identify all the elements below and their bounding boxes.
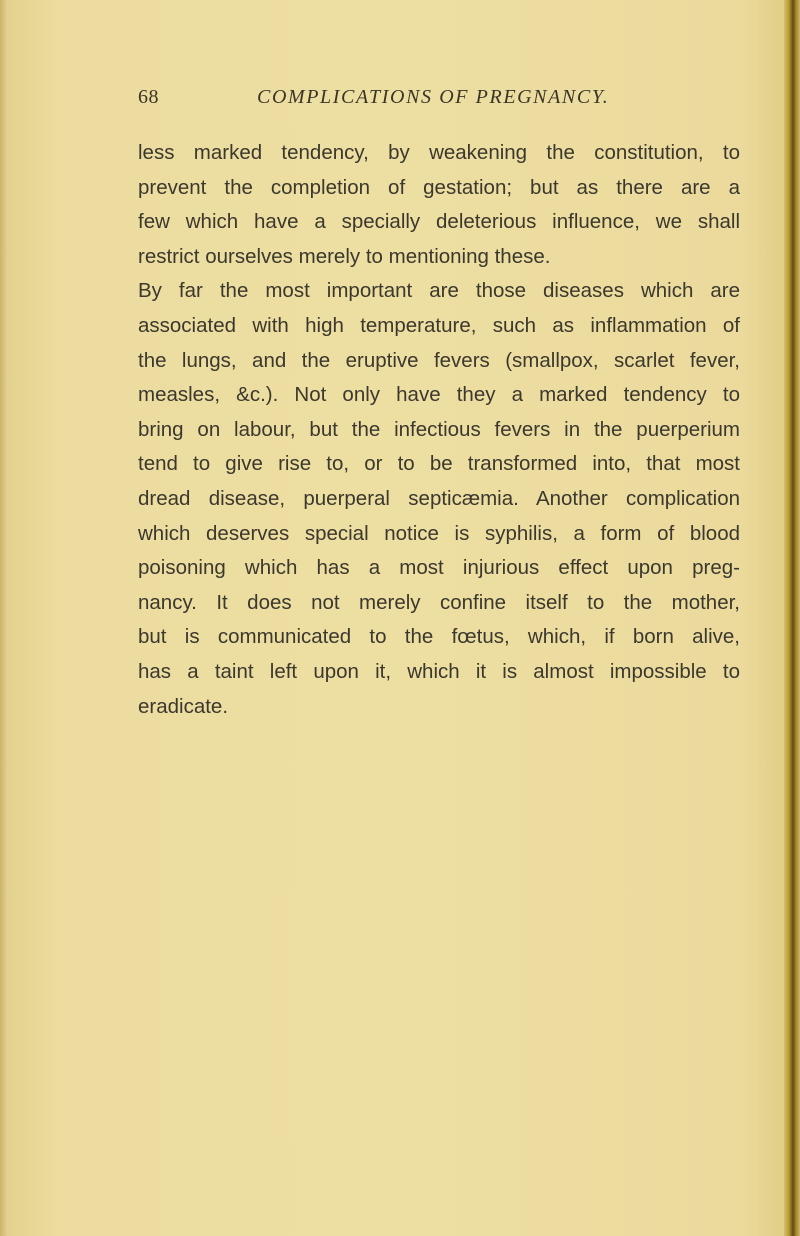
text-line: but is communicated to the fœtus, which, if born alive, [138, 625, 740, 649]
text-line: measles, &c.). Not only have they a marked tendency to [138, 383, 740, 407]
text-line: less marked tendency, by weakening the constitution, to [138, 141, 740, 164]
text-line: eradicate. [138, 694, 229, 718]
text-line: the lungs, and the eruptive fevers (smallpox, scarlet fever, [138, 348, 740, 372]
text-line: few which have a specially deleterious influence, we shall [138, 210, 740, 234]
page-left-edge [0, 0, 8, 1236]
text-line: dread disease, puerperal septicæmia. Another complication [138, 486, 740, 510]
text-line: bring on labour, but the infectious fevers in the puerperium [138, 417, 740, 441]
body-text [138, 136, 740, 724]
text-line: tend to give rise to, or to be transformed into, that most [138, 452, 740, 476]
running-head-title: COMPLICATIONS OF PREGNANCY. [257, 86, 610, 108]
text-line: prevent the completion of gestation; but as there are a [138, 175, 740, 199]
text-line: nancy. It does not merely confine itself to the mother, [138, 590, 740, 614]
text-line: associated with high temperature, such as inflammation of [138, 313, 740, 337]
text-line: has a taint left upon it, which it is almost impossible to [138, 659, 740, 683]
text-line: which deserves special notice is syphilis, a form of blood [138, 521, 740, 545]
text-line: By far the most important are those diseases which are [138, 279, 740, 303]
book-spine-edge [784, 0, 800, 1236]
page-number: 68 [138, 86, 159, 108]
text-line: restrict ourselves merely to mentioning these. [138, 244, 551, 268]
text-line: poisoning which has a most injurious effect upon preg- [138, 556, 740, 580]
running-head [138, 86, 738, 114]
